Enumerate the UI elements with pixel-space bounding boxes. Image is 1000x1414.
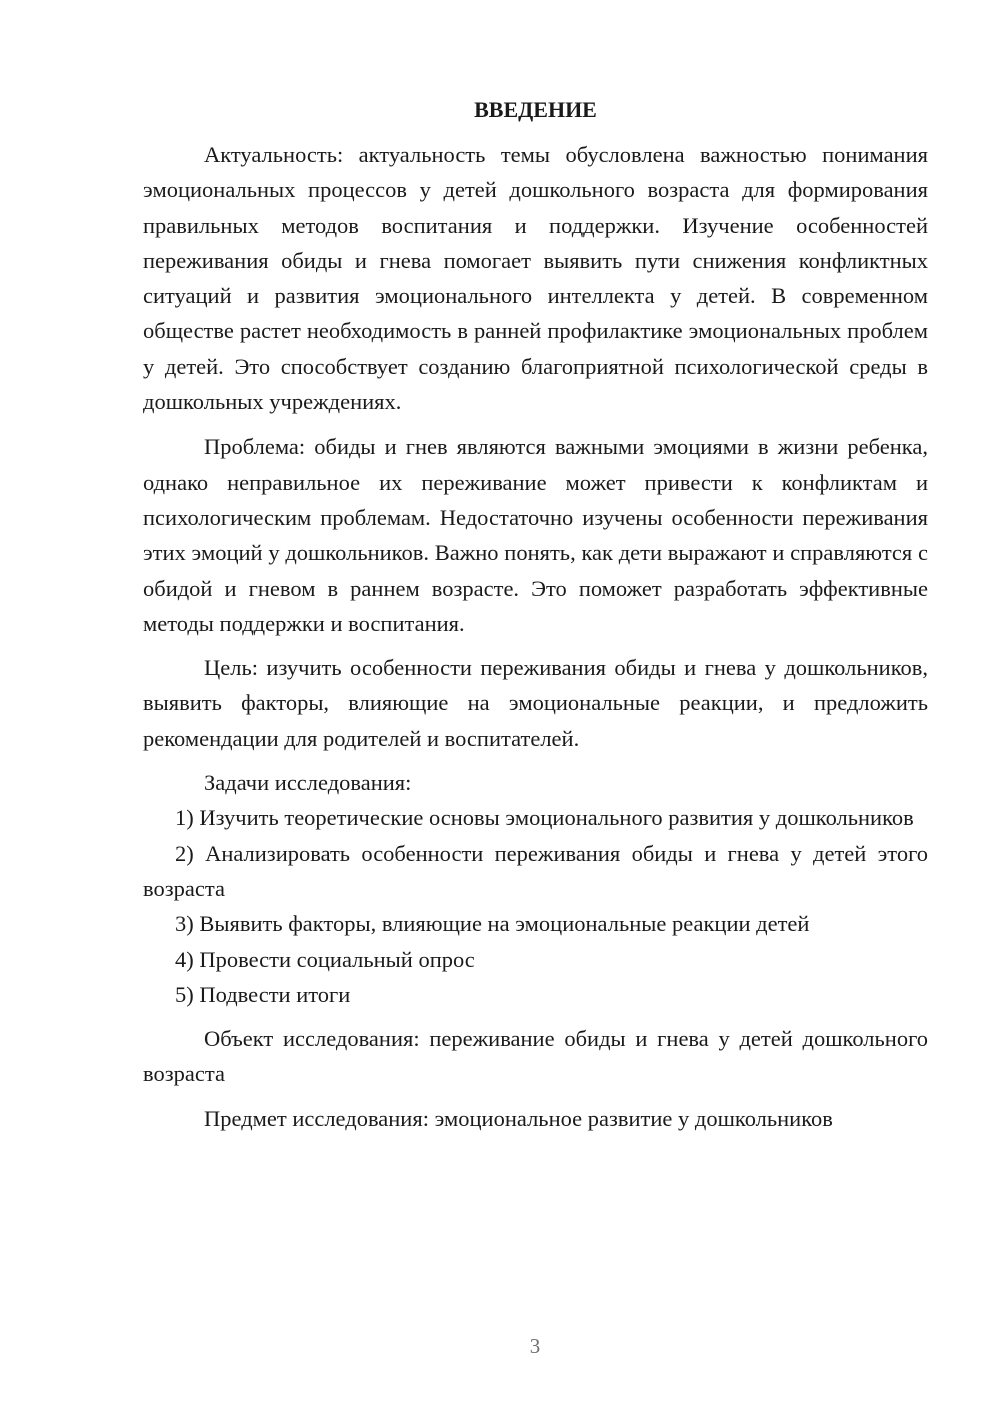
object-paragraph: Объект исследования: переживание обиды и гнева у детей дошкольного возраста — [143, 1026, 928, 1087]
problem-paragraph: Проблема: обиды и гнев являются важными эмоциями в жизни ребенка, однако неправильное их переживание может привести к конфликтам и психологическим проблемам. Недостаточно изучены особенности переживания этих эмоций у дошкольников. Важно понять, как дети выражают и справляются с обидой и гневом в раннем возрасте. Это поможет разработать эффективные методы поддержки и воспитания. — [143, 434, 928, 636]
task-item-2: 2) Анализировать особенности переживания обиды и гнева у детей этого возраста — [143, 840, 928, 901]
task-item-5: 5) Подвести итоги — [175, 981, 351, 1007]
tasks-title: Задачи исследования: — [204, 770, 412, 796]
task-item-4: 4) Провести социальный опрос — [175, 946, 475, 972]
subject-paragraph: Предмет исследования: эмоциональное развитие у дошкольников — [204, 1105, 833, 1131]
relevance-paragraph: Актуальность: актуальность темы обусловлена важностью понимания эмоциональных процессов у детей дошкольного возраста для формирования правильных методов воспитания и поддержки. Изучение особенностей переживания обиды и гнева помогает выявить пути снижения конфликтных ситуаций и развития эмоционального интеллекта у детей. В современном обществе растет необходимость в ранней профилактике эмоциональных проблем у детей. Это способствует созданию благоприятной психологической среды в дошкольных учреждениях. — [143, 142, 928, 415]
document-page — [143, 92, 928, 1136]
task-item-3: 3) Выявить факторы, влияющие на эмоциональные реакции детей — [175, 911, 810, 937]
task-item-1: 1) Изучить теоретические основы эмоционального развития у дошкольников — [175, 805, 914, 831]
goal-paragraph: Цель: изучить особенности переживания обиды и гнева у дошкольников, выявить факторы, влияющие на эмоциональные реакции, и предложить рекомендации для родителей и воспитателей. — [143, 655, 928, 751]
page-number: 3 — [529, 1334, 541, 1358]
section-heading: ВВЕДЕНИЕ — [474, 97, 597, 122]
